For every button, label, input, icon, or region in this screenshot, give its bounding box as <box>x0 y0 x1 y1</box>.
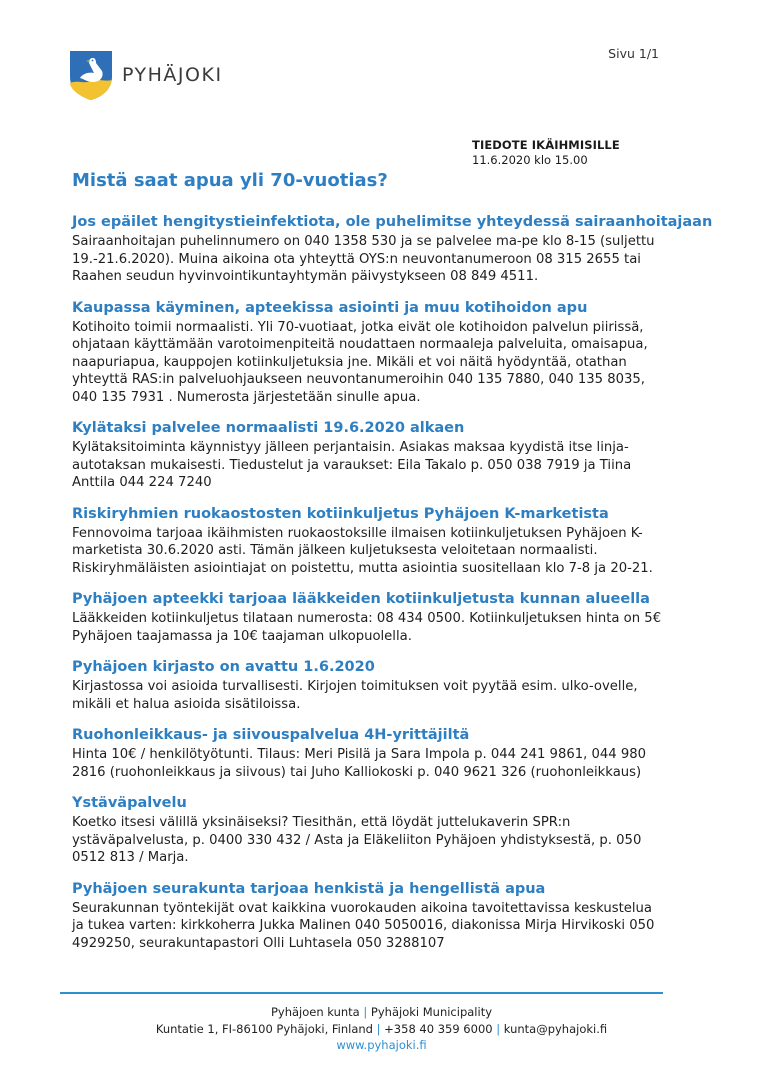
footer-contact-line <box>0 1021 763 1038</box>
footer <box>0 1004 763 1054</box>
municipality-logo <box>68 48 228 102</box>
section-heading: Pyhäjoen kirjasto on avattu 1.6.2020 <box>72 659 375 675</box>
section-pharmacy <box>72 590 662 645</box>
section-body: Kotihoito toimii normaalisti. Yli 70-vuotiaat, jotka eivät ole kotihoidon palvelun piirissä, ohjataan käyttämään varotoimenpiteitä noudattaen normaaleja palveluita, omaisapua, naapuriapua, kauppojen kotiinkuljetuksia jne. Mikäli et voi näitä hyödyntää, otathan yhteyttä RAS:in palveluohjaukseen neuvontanumeroihin 040 135 7880, 040 135 8035, 040 135 7931 . Numerosta järjestetään sinulle apua. <box>72 319 648 405</box>
notice-date: 11.6.2020 klo 15.00 <box>472 153 588 167</box>
section-body: Hinta 10€ / henkilötyötunti. Tilaus: Meri Pisilä ja Sara Impola p. 044 241 9861, 044 980 2816 (ruohonleikkaus ja siivous) tai Juho Kalliokoski p. 040 9621 326 (ruohonleikkaus) <box>72 747 647 780</box>
sections-container <box>72 213 713 965</box>
section-grocery-delivery <box>72 505 662 578</box>
footer-org-fi: Pyhäjoen kunta <box>270 1005 360 1019</box>
section-body: Lääkkeiden kotiinkuljetus tilataan numerosta: 08 434 0500. Kotiinkuljetuksen hinta on 5€ Pyhäjoen taajamassa ja 10€ taajaman ulkopuolella. <box>72 611 662 644</box>
section-body: Seurakunnan työntekijät ovat kaikkina vuorokauden aikoina tavoitettavissa keskustelua ja tukea varten: kirkkoherra Jukka Malinen 040 5050016, diakonissa Mirja Hirvikoski 050 4929250, seurakuntapastori Olli Luhtasela 050 3288107 <box>72 900 655 951</box>
section-home-care <box>72 299 662 407</box>
notice-block <box>472 138 620 168</box>
page-number: Sivu 1/1 <box>608 46 659 61</box>
section-heading: Riskiryhmien ruokaostosten kotiinkuljetus Pyhäjoen K-marketista <box>72 505 609 522</box>
section-heading: Ruohonleikkaus- ja siivouspalvelua 4H-yrittäjiltä <box>72 727 470 743</box>
logo-text: PYHÄJOKI <box>122 64 223 86</box>
notice-title: TIEDOTE IKÄIHMISILLE <box>472 138 620 152</box>
section-lawn-cleaning <box>72 726 662 781</box>
footer-website-link[interactable]: www.pyhajoki.fi <box>336 1038 427 1052</box>
section-heading: Kylätaksi palvelee normaalisti 19.6.2020 alkaen <box>72 420 465 436</box>
section-village-taxi <box>72 419 662 492</box>
section-friend-service <box>72 794 662 867</box>
section-body: Fennovoima tarjoaa ikäihmisten ruokaostoksille ilmaisen kotiinkuljetuksen Pyhäjoen K-marketista 30.6.2020 asti. Tämän jälkeen kuljetuksesta veloitetaan normaalisti. Riskiryhmäläisten asiointiajat on poistettu, mutta asiointia suositellaan klo 7-8 ja 20-21. <box>72 525 653 576</box>
section-body: Sairaanhoitajan puhelinnumero on 040 1358 530 ja se palvelee ma-pe klo 8-15 (suljettu 19.-21.6.2020). Muina aikoina ota yhteyttä OYS:n neuvontanumeroon 08 315 2655 tai Raahen seudun hyvinvointikuntayhtymän päivystykseen 08 849 4511. <box>72 234 655 284</box>
section-library <box>72 658 662 713</box>
section-body: Kirjastossa voi asioida turvallisesti. Kirjojen toimituksen voit pyytää esim. ulko-ovelle, mikäli et halua asioida sisätiloissa. <box>72 679 638 712</box>
coat-of-arms-icon <box>68 49 114 101</box>
footer-separator: | <box>363 1005 368 1019</box>
section-heading: Pyhäjoen seurakunta tarjoaa henkistä ja hengellistä apua <box>72 880 546 897</box>
section-heading: Jos epäilet hengitystieinfektiota, ole puhelimitse yhteydessä sairaanhoitajaan <box>72 214 713 230</box>
footer-email[interactable]: kunta@pyhajoki.fi <box>503 1021 608 1036</box>
section-infection <box>72 213 713 286</box>
document-title: Mistä saat apua yli 70-vuotias? <box>72 170 388 191</box>
footer-org-en: Pyhäjoki Municipality <box>370 1005 493 1019</box>
section-parish <box>72 880 662 953</box>
footer-separator: | <box>496 1021 501 1036</box>
footer-phone: +358 40 359 6000 <box>384 1021 493 1036</box>
section-body: Koetko itsesi välillä yksinäiseksi? Tiesithän, että löydät juttelukaverin SPR:n ystäväpalvelusta, p. 0400 330 432 / Asta ja Eläkeliiton Pyhäjoen yhdistyksestä, p. 050 0512 813 / Marja. <box>72 815 642 865</box>
footer-org-line <box>0 1004 763 1021</box>
footer-divider <box>60 992 663 994</box>
section-heading: Pyhäjoen apteekki tarjoaa lääkkeiden kotiinkuljetusta kunnan alueella <box>72 591 650 607</box>
footer-separator: | <box>376 1021 381 1036</box>
section-heading: Ystäväpalvelu <box>72 795 187 811</box>
footer-address: Kuntatie 1, FI-86100 Pyhäjoki, Finland <box>155 1021 373 1036</box>
section-heading: Kaupassa käyminen, apteekissa asiointi ja muu kotihoidon apu <box>72 299 588 316</box>
section-body: Kylätaksitoiminta käynnistyy jälleen perjantaisin. Asiakas maksaa kyydistä itse linja-autotaksan mukaisesti. Tiedustelut ja varaukset: Eila Takalo p. 050 038 7919 ja Tiina Anttila 044 224 7240 <box>72 440 632 490</box>
